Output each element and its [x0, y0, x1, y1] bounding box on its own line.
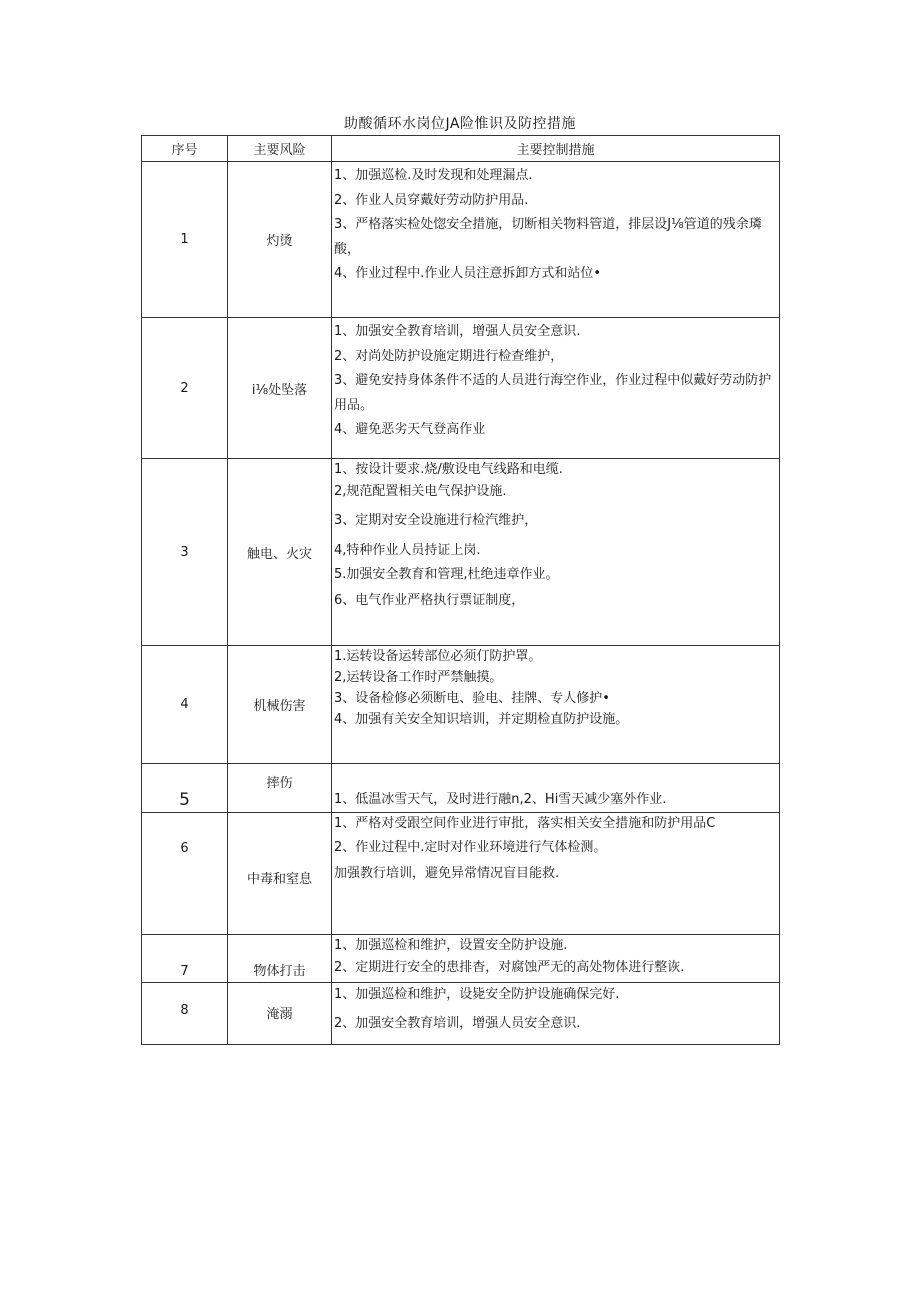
measure-line: 5.加强安全教育和管理,杜绝违章作业。	[334, 567, 559, 582]
table-row	[142, 646, 780, 764]
table-row	[142, 162, 780, 318]
row-risk: 摔伤	[228, 764, 332, 813]
row-no: 1	[142, 162, 228, 318]
table-row	[142, 935, 780, 983]
document-title: 助酸循环水岗位JA险惟识及防控措施	[344, 116, 576, 132]
measure-line: 1、加强巡检和维护，设毙安全防护设施确保完好.	[334, 987, 620, 1002]
row-measures	[332, 459, 780, 646]
row-no: 5	[142, 764, 228, 813]
measure-line: 2、作业过程中.定时对作业环境进行气体检测。	[334, 840, 607, 855]
measure-line: 1、加强巡检.及时发现和处理漏点.	[334, 168, 533, 183]
measure-line: 1.运转设备运转部位必须仃防护罩。	[334, 649, 542, 664]
measure-line: 1、按设计要求.烧/敷设电气线路和电缆.	[334, 462, 563, 477]
row-risk: 机械伤害	[228, 646, 332, 764]
measure-line: 2、对尚处防护设施定期进行检查维护，	[334, 348, 564, 364]
table-row	[142, 983, 780, 1045]
row-measures	[332, 764, 780, 813]
measure-line: 4、加强有关安全知识培训，并定期检直防护设施。	[334, 712, 629, 727]
table-row	[142, 459, 780, 646]
table-row	[142, 813, 780, 935]
row-measures	[332, 935, 780, 983]
row-measures	[332, 983, 780, 1045]
row-no: 8	[142, 983, 228, 1045]
row-risk: 灼烫	[228, 162, 332, 318]
row-risk: i⅛处坠落	[228, 318, 332, 459]
measure-line: 2、加强安全教育培训，增强人员安全意识.	[334, 1016, 581, 1031]
row-measures	[332, 318, 780, 459]
row-no: 2	[142, 318, 228, 459]
measure-line: 6、电气作业严格执行票证制度，	[334, 593, 525, 608]
header-no: 序号	[142, 136, 228, 162]
measure-line: 加强教行培训，避免异常情况盲目能救.	[334, 866, 560, 881]
row-no: 3	[142, 459, 228, 646]
row-no: 7	[142, 935, 228, 983]
measure-line: 3、严格落实检处惚安全措施，切断相关物料管道，排层设J⅛管道的残余璘酸，	[334, 217, 762, 257]
row-measures	[332, 162, 780, 318]
header-measures: 主要控制措施	[332, 136, 780, 162]
row-risk: 触电、火灾	[228, 459, 332, 646]
row-no: 4	[142, 646, 228, 764]
measure-line: 1、加强安全教育培训，增强人员安全意识.	[334, 324, 581, 339]
measure-line: 4,特种作业人员持证上岗.	[334, 543, 481, 558]
measure-line: 2、作业人员穿戴好劳动防护用品.	[334, 192, 529, 208]
table-header-row	[142, 136, 780, 162]
measure-line: 3、定期对安全设施进行检汽维护，	[334, 513, 538, 528]
measure-line: 4、作业过程中.作业人员注意拆卸方式和站位•	[334, 266, 602, 281]
row-risk: 中毒和窒息	[228, 813, 332, 935]
measure-line: 3、避免安持身体条件不适的人员进行海空作业，作业过程中似戴好劳动防护用品。	[334, 373, 772, 413]
measure-line: 4、避免恶劣天气登高作业	[334, 422, 486, 437]
row-risk: 物体打击	[228, 935, 332, 983]
measure-line: 1、加强巡检和维护，设置安全防护设施.	[334, 938, 568, 953]
table-row	[142, 318, 780, 459]
row-no: 6	[142, 813, 228, 935]
row-measures	[332, 646, 780, 764]
row-measures	[332, 813, 780, 935]
row-risk: 淹溺	[228, 983, 332, 1045]
measure-line: 1、严格对受跟空间作业进行审批，落实相关安全措施和防护用品C	[334, 816, 716, 831]
risk-table	[141, 135, 780, 1045]
measure-line: 3、设备检修必须断电、验电、挂牌、专人修护•	[334, 691, 610, 706]
header-risk: 主要风险	[228, 136, 332, 162]
measure-line: 2、定期进行安全的患排杳，对腐蚀严无的高处物体进行整诙.	[334, 960, 685, 975]
measure-line: 1、低温冰雪天气，及时进行融n,2、Hi雪天减少塞外作业.	[334, 792, 667, 807]
measure-line: 2,规范配置相关电气保护设施.	[334, 484, 507, 499]
measure-line: 2,运转设备工作时严禁触摸。	[334, 670, 503, 685]
table-row	[142, 764, 780, 813]
